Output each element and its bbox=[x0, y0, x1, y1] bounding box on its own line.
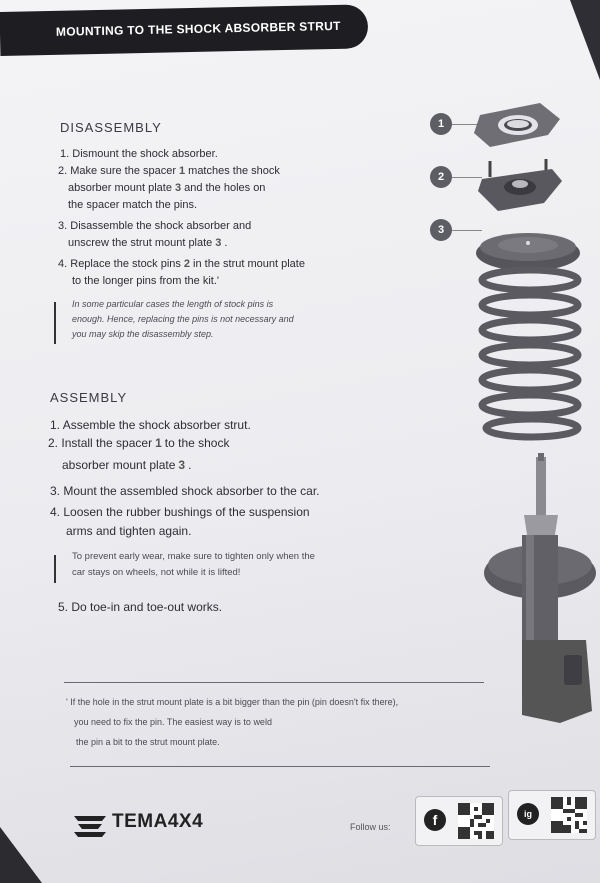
assembly-heading: ASSEMBLY bbox=[50, 390, 128, 405]
assembly-note-line-1: To prevent early wear, make sure to tighten only when the bbox=[72, 551, 315, 562]
disassembly-note-line-1: In some particular cases the length of stock pins is bbox=[72, 299, 274, 309]
title-banner bbox=[0, 4, 368, 56]
assembly-step-1: 1. Assemble the shock absorber strut. bbox=[50, 418, 251, 432]
part-number: 3 bbox=[178, 458, 186, 472]
disassembly-step-2-line-3: the spacer match the pins. bbox=[68, 199, 198, 211]
follow-label: Follow us: bbox=[350, 822, 391, 832]
qr-code-icon bbox=[458, 803, 494, 839]
part-number: 3 bbox=[174, 182, 182, 194]
callout-2: 2 bbox=[430, 166, 452, 188]
assembly-step-4: 4. Loosen the rubber bushings of the suspension bbox=[50, 505, 310, 519]
spring-seat-icon bbox=[476, 233, 580, 271]
spacer-icon bbox=[474, 103, 560, 147]
facebook-qr-card[interactable] bbox=[415, 796, 503, 846]
assembly-note-line-2: car stays on wheels, not while it is lifted! bbox=[72, 567, 241, 578]
background-corner bbox=[0, 813, 60, 883]
assembly-step-5: 5. Do toe-in and toe-out works. bbox=[58, 600, 223, 614]
tema4x4-logo-icon bbox=[72, 814, 108, 840]
part-number: 3 bbox=[215, 237, 222, 249]
instagram-icon[interactable]: ig bbox=[517, 803, 539, 825]
strut-mount-plate-icon bbox=[478, 159, 562, 211]
assembly-step-4-line-2: arms and tighten again. bbox=[66, 524, 192, 538]
disassembly-step-3-line-2: unscrew the strut mount plate 3 . bbox=[68, 235, 227, 252]
part-number: 1 bbox=[179, 165, 186, 177]
qr-code-icon bbox=[551, 797, 587, 833]
facebook-icon[interactable]: f bbox=[424, 809, 446, 831]
coil-spring-icon bbox=[482, 270, 578, 437]
strut-diagram bbox=[460, 95, 600, 735]
assembly-step-3: 3. Mount the assembled shock absorber to the car. bbox=[50, 484, 320, 498]
disassembly-step-3: 3. Disassemble the shock absorber and bbox=[58, 220, 252, 232]
background-corner bbox=[550, 0, 600, 80]
assembly-step-2: 2. Install the spacer 1 to the shock bbox=[48, 434, 229, 453]
divider bbox=[70, 766, 490, 767]
footnote-line-2: you need to fix the pin. The easiest way is to weld bbox=[74, 717, 272, 727]
instagram-qr-card[interactable] bbox=[508, 790, 596, 840]
disassembly-step-4-line-2: to the longer pins from the kit.' bbox=[72, 275, 220, 287]
disassembly-heading: DISASSEMBLY bbox=[60, 120, 162, 135]
disassembly-note-line-2: enough. Hence, replacing the pins is not necessary and bbox=[72, 314, 294, 324]
note-bar bbox=[54, 302, 56, 344]
note-bar bbox=[54, 555, 56, 583]
page-title: MOUNTING TO THE SHOCK ABSORBER STRUT bbox=[55, 18, 341, 39]
part-number: 2 bbox=[183, 258, 191, 270]
part-number: 1 bbox=[155, 436, 162, 450]
disassembly-step-4: 4. Replace the stock pins 2 in the strut mount plate bbox=[58, 256, 305, 273]
assembly-step-2-line-2: absorber mount plate 3 . bbox=[62, 456, 191, 475]
shock-absorber-icon bbox=[484, 453, 596, 723]
brand-logo bbox=[72, 811, 204, 845]
callout-1: 1 bbox=[430, 113, 452, 135]
callout-3: 3 bbox=[430, 219, 452, 241]
disassembly-step-1: 1. Dismount the shock absorber. bbox=[60, 148, 218, 160]
disassembly-note-line-3: you may skip the disassembly step. bbox=[72, 329, 214, 339]
disassembly-step-2: 2. Make sure the spacer 1 matches the shock bbox=[58, 163, 280, 180]
footnote-line-3: the pin a bit to the strut mount plate. bbox=[76, 737, 220, 747]
disassembly-step-2-line-2: absorber mount plate 3 and the holes on bbox=[68, 180, 265, 197]
brand-name: TEMA4X4 bbox=[112, 811, 204, 832]
footnote-line-1: ' If the hole in the strut mount plate is a bit bigger than the pin (pin doesn't fix there), bbox=[66, 697, 399, 707]
divider bbox=[64, 682, 484, 683]
